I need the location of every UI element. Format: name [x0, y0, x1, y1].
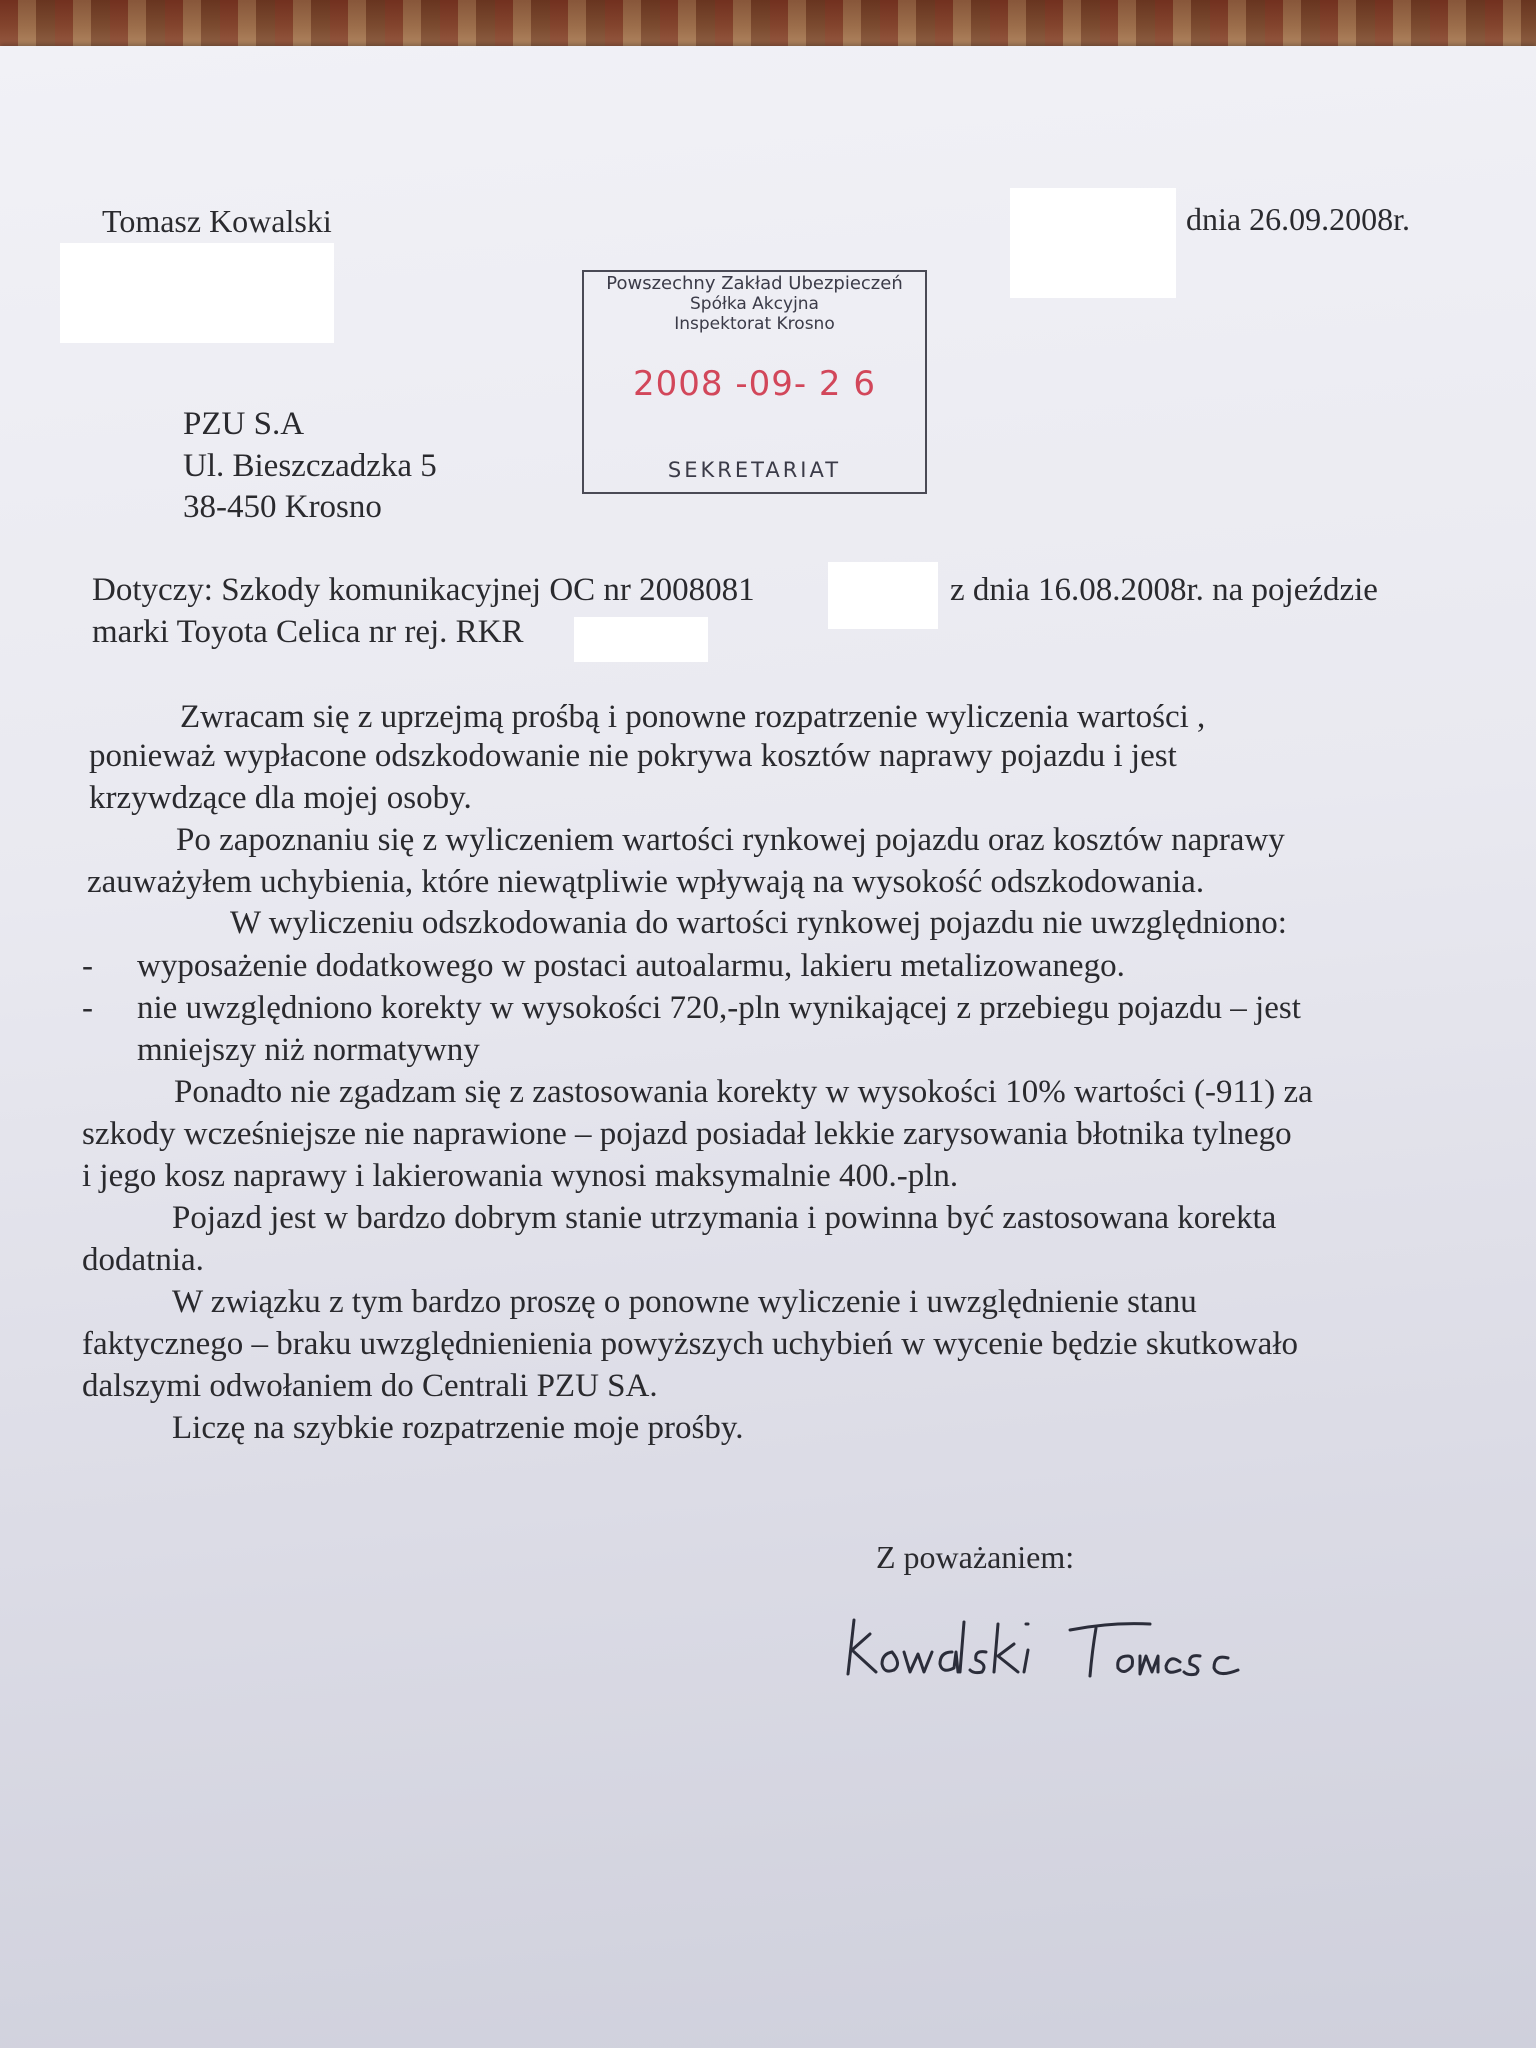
- body-line: ponieważ wypłacone odszkodowanie nie pokrywa kosztów naprawy pojazdu i jest: [89, 738, 1177, 774]
- body-line: dalszymi odwołaniem do Centrali PZU SA.: [82, 1368, 658, 1404]
- stamp-date: 2008 -09- 2 6: [632, 364, 876, 404]
- subject-claim-number: Dotyczy: Szkody komunikacyjnej OC nr 2008081: [92, 572, 755, 608]
- stamp-line-1: Powszechny Zakład Ubezpieczeń: [606, 273, 903, 294]
- closing: Z poważaniem:: [876, 1539, 1075, 1575]
- recipient-line-2: Ul. Bieszczadzka 5: [183, 448, 437, 484]
- body-line: W wyliczeniu odszkodowania do wartości rynkowej pojazdu nie uwzględniono:: [230, 905, 1287, 941]
- list-item: wyposażenie dodatkowego w postaci autoalarmu, lakieru metalizowanego.: [137, 948, 1125, 984]
- registry-stamp: [582, 270, 927, 494]
- body-line: i jego kosz naprawy i lakierowania wynosi maksymalnie 400.-pln.: [82, 1158, 959, 1194]
- list-dash: -: [82, 948, 93, 984]
- handwritten-signature: [840, 1600, 1280, 1690]
- body-line: szkody wcześniejsze nie naprawione – pojazd posiadał lekkie zarysowania błotnika tylnego: [82, 1116, 1292, 1152]
- redacted-city: [1010, 188, 1176, 298]
- stamp-line-2: Spółka Akcyjna: [690, 294, 819, 314]
- body-line: faktycznego – braku uwzględnienienia powyższych uchybień w wycenie będzie skutkowało: [82, 1326, 1298, 1362]
- body-line: dodatnia.: [82, 1242, 204, 1278]
- redacted-address: [60, 243, 334, 343]
- list-item: nie uwzględniono korekty w wysokości 720,-pln wynikającej z przebiegu pojazdu – jest: [137, 990, 1301, 1026]
- body-line: Pojazd jest w bardzo dobrym stanie utrzymania i powinna być zastosowana korekta: [172, 1200, 1277, 1236]
- recipient-line-1: PZU S.A: [183, 406, 305, 442]
- list-dash: -: [82, 990, 93, 1026]
- body-line: krzywdzące dla mojej osoby.: [89, 780, 472, 816]
- stamp-line-3: Inspektorat Krosno: [674, 314, 835, 334]
- body-line: Po zapoznaniu się z wyliczeniem wartości rynkowej pojazdu oraz kosztów naprawy: [176, 822, 1285, 858]
- stamp-office: SEKRETARIAT: [667, 458, 842, 482]
- body-line: Ponadto nie zgadzam się z zastosowania korekty w wysokości 10% wartości (-911) za: [174, 1074, 1313, 1110]
- date-line: dnia 26.09.2008r.: [1186, 201, 1410, 237]
- redacted-claim-suffix: [828, 562, 938, 629]
- body-line: Liczę na szybkie rozpatrzenie moje prośby.: [172, 1410, 744, 1446]
- body-line: W związku z tym bardzo proszę o ponowne wyliczenie i uwzględnienie stanu: [172, 1284, 1197, 1320]
- subject-vehicle: marki Toyota Celica nr rej. RKR: [92, 614, 524, 650]
- recipient-line-3: 38-450 Krosno: [183, 489, 382, 525]
- sender-name: Tomasz Kowalski: [102, 203, 332, 239]
- redacted-registration: [574, 617, 708, 662]
- subject-claim-date: z dnia 16.08.2008r. na pojeździe: [950, 572, 1378, 608]
- list-item-continuation: mniejszy niż normatywny: [137, 1032, 480, 1068]
- body-line: Zwracam się z uprzejmą prośbą i ponowne rozpatrzenie wyliczenia wartości ,: [180, 699, 1206, 735]
- body-line: zauważyłem uchybienia, które niewątpliwie wpływają na wysokość odszkodowania.: [87, 864, 1205, 900]
